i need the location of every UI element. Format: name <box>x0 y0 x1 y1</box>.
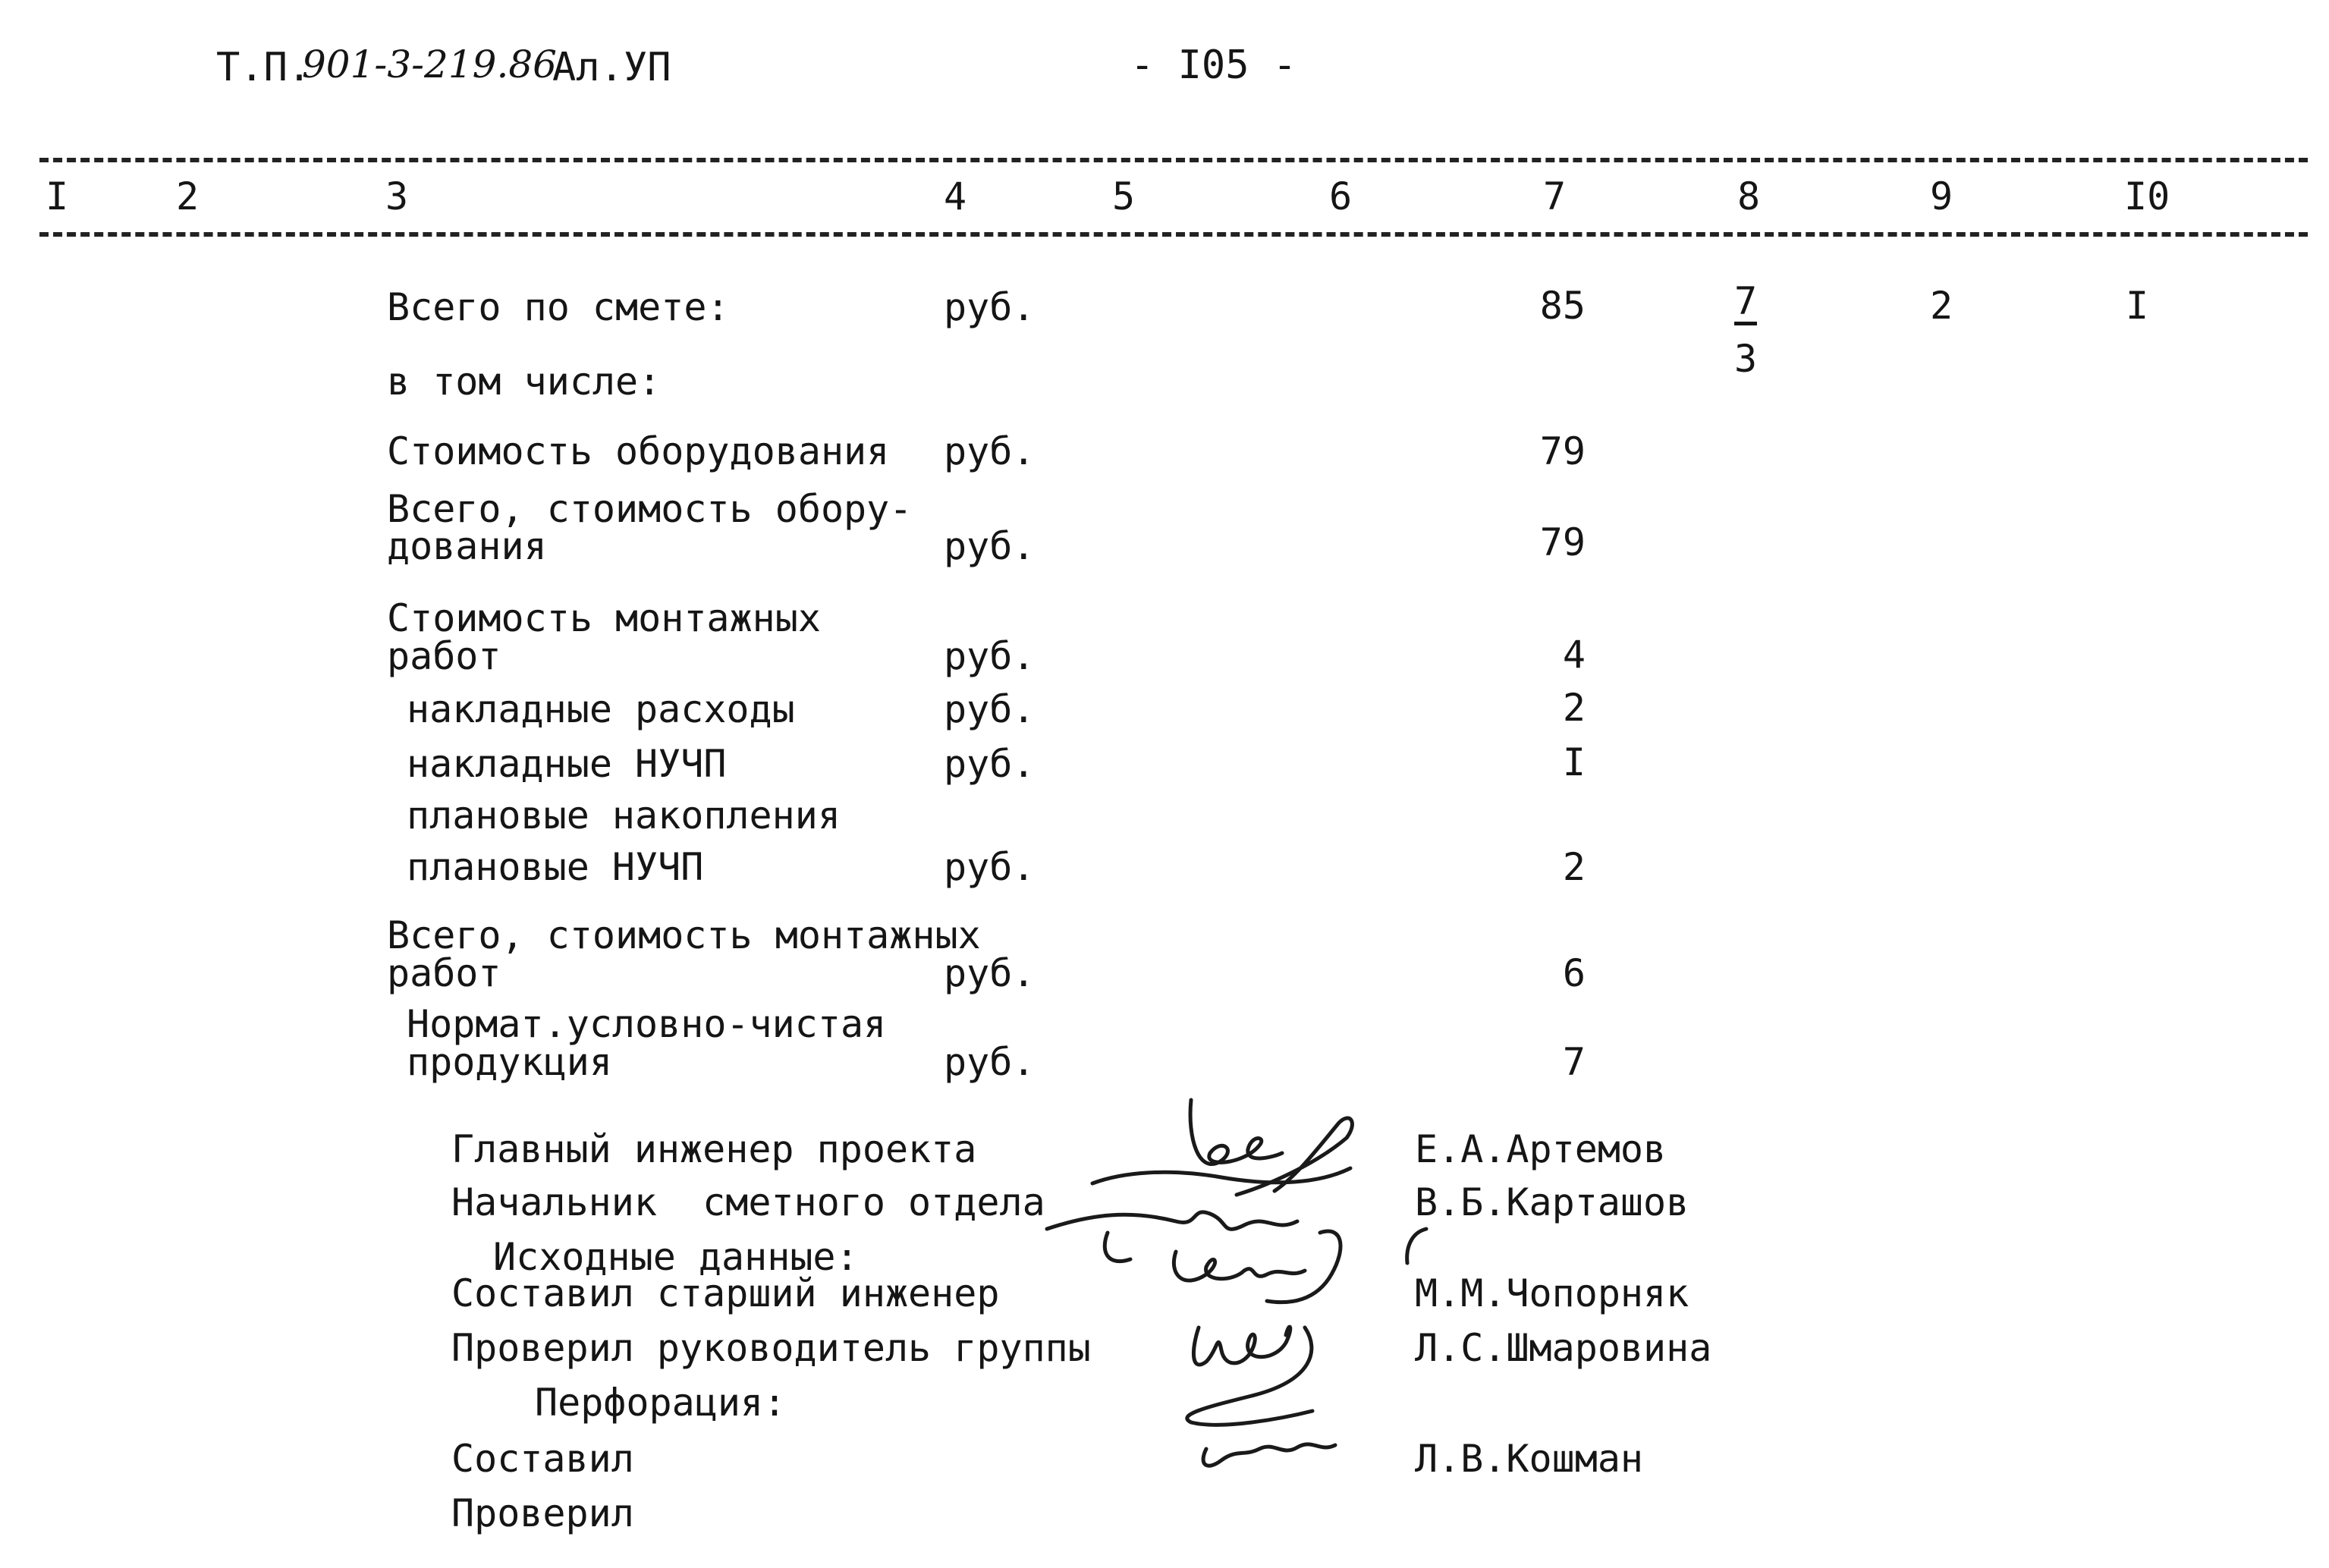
total-label: Всего по смете: <box>387 285 730 329</box>
checked-group-role: Проверил руководитель группы <box>451 1326 1091 1370</box>
row-net-product-value: 7 <box>1562 1040 1586 1084</box>
column-header-4: 4 <box>944 174 967 218</box>
column-header-5: 5 <box>1112 174 1136 218</box>
row-equipment-label: Стоимость оборудования <box>387 429 890 473</box>
column-header-2: 2 <box>176 174 200 218</box>
column-header-8: 8 <box>1737 174 1761 218</box>
row-planned-nuchp-label: плановые НУЧП <box>407 845 704 889</box>
total-col10: I <box>2126 284 2149 328</box>
column-header-10: I0 <box>2124 174 2170 218</box>
row-overhead-unit: руб. <box>944 687 1036 731</box>
total-col8-numerator: 7 <box>1734 282 1757 325</box>
row-installation-label-2: работ <box>387 634 501 678</box>
row-overhead-nuchp-value: I <box>1562 740 1586 784</box>
row-total-equipment-value: 79 <box>1539 520 1586 564</box>
column-header-6: 6 <box>1329 174 1353 218</box>
total-col9: 2 <box>1930 284 1953 328</box>
table-header-rule <box>39 232 2308 237</box>
row-overhead-label: накладные расходы <box>407 687 795 731</box>
row-planned-nuchp-value: 2 <box>1562 845 1586 889</box>
header-project-code: 901-3-219.86 <box>302 42 557 86</box>
row-overhead-value: 2 <box>1562 686 1586 730</box>
compiled-role: Составил <box>451 1437 634 1481</box>
estimate-head-role: Начальник сметного отдела <box>451 1180 1045 1224</box>
row-overhead-nuchp-label: накладные НУЧП <box>407 742 727 786</box>
row-total-installation-label-2: работ <box>387 951 501 995</box>
header-prefix: Т.П. <box>216 45 312 90</box>
row-planned-nuchp-unit: руб. <box>944 845 1036 889</box>
total-col7: 85 <box>1539 284 1586 328</box>
compiled-senior-name: М.М.Чопорняк <box>1415 1271 1689 1315</box>
row-equipment-value: 79 <box>1539 429 1586 473</box>
column-header-1: I <box>46 174 69 218</box>
perforation-label: Перфорация: <box>535 1381 787 1425</box>
chief-engineer-name: Е.А.Артемов <box>1415 1127 1667 1171</box>
source-data-label: Исходные данные: <box>493 1235 859 1279</box>
estimate-head-name: В.Б.Карташов <box>1415 1180 1689 1224</box>
page-number: - I05 - <box>1130 42 1297 88</box>
row-total-equipment-label-1: Всего, стоимость обору- <box>387 487 913 531</box>
including-label: в том числе: <box>387 360 662 404</box>
table-top-rule <box>39 158 2308 162</box>
signature-hook-mark <box>1400 1225 1430 1271</box>
checked-role: Проверил <box>451 1491 634 1535</box>
checked-group-name: Л.С.Шмаровина <box>1415 1326 1712 1370</box>
column-header-9: 9 <box>1930 174 1953 218</box>
compiled-name: Л.В.Кошман <box>1415 1437 1644 1481</box>
row-overhead-nuchp-unit: руб. <box>944 742 1036 786</box>
row-equipment-unit: руб. <box>944 429 1036 473</box>
column-header-3: 3 <box>385 174 409 218</box>
row-net-product-label-1: Нормат.условно-чистая <box>407 1002 887 1046</box>
row-net-product-label-2: продукция <box>407 1040 612 1084</box>
row-total-equipment-label-2: дования <box>387 524 547 568</box>
chief-engineer-role: Главный инженер проекта <box>451 1127 977 1171</box>
total-unit: руб. <box>944 285 1036 329</box>
compiled-senior-role: Составил старший инженер <box>451 1271 1000 1315</box>
row-installation-unit: руб. <box>944 634 1036 678</box>
row-installation-label-1: Стоимость монтажных <box>387 596 821 640</box>
row-net-product-unit: руб. <box>944 1040 1036 1084</box>
header-album: Ал.УП <box>552 45 671 90</box>
row-total-installation-value: 6 <box>1562 951 1586 995</box>
column-header-7: 7 <box>1543 174 1567 218</box>
row-total-installation-unit: руб. <box>944 951 1036 995</box>
row-installation-value: 4 <box>1562 633 1586 677</box>
row-total-equipment-unit: руб. <box>944 524 1036 568</box>
row-planned-savings-label: плановые накопления <box>407 793 841 837</box>
row-total-installation-label-1: Всего, стоимость монтажных <box>387 913 981 957</box>
total-col8-denominator: 3 <box>1734 337 1758 381</box>
